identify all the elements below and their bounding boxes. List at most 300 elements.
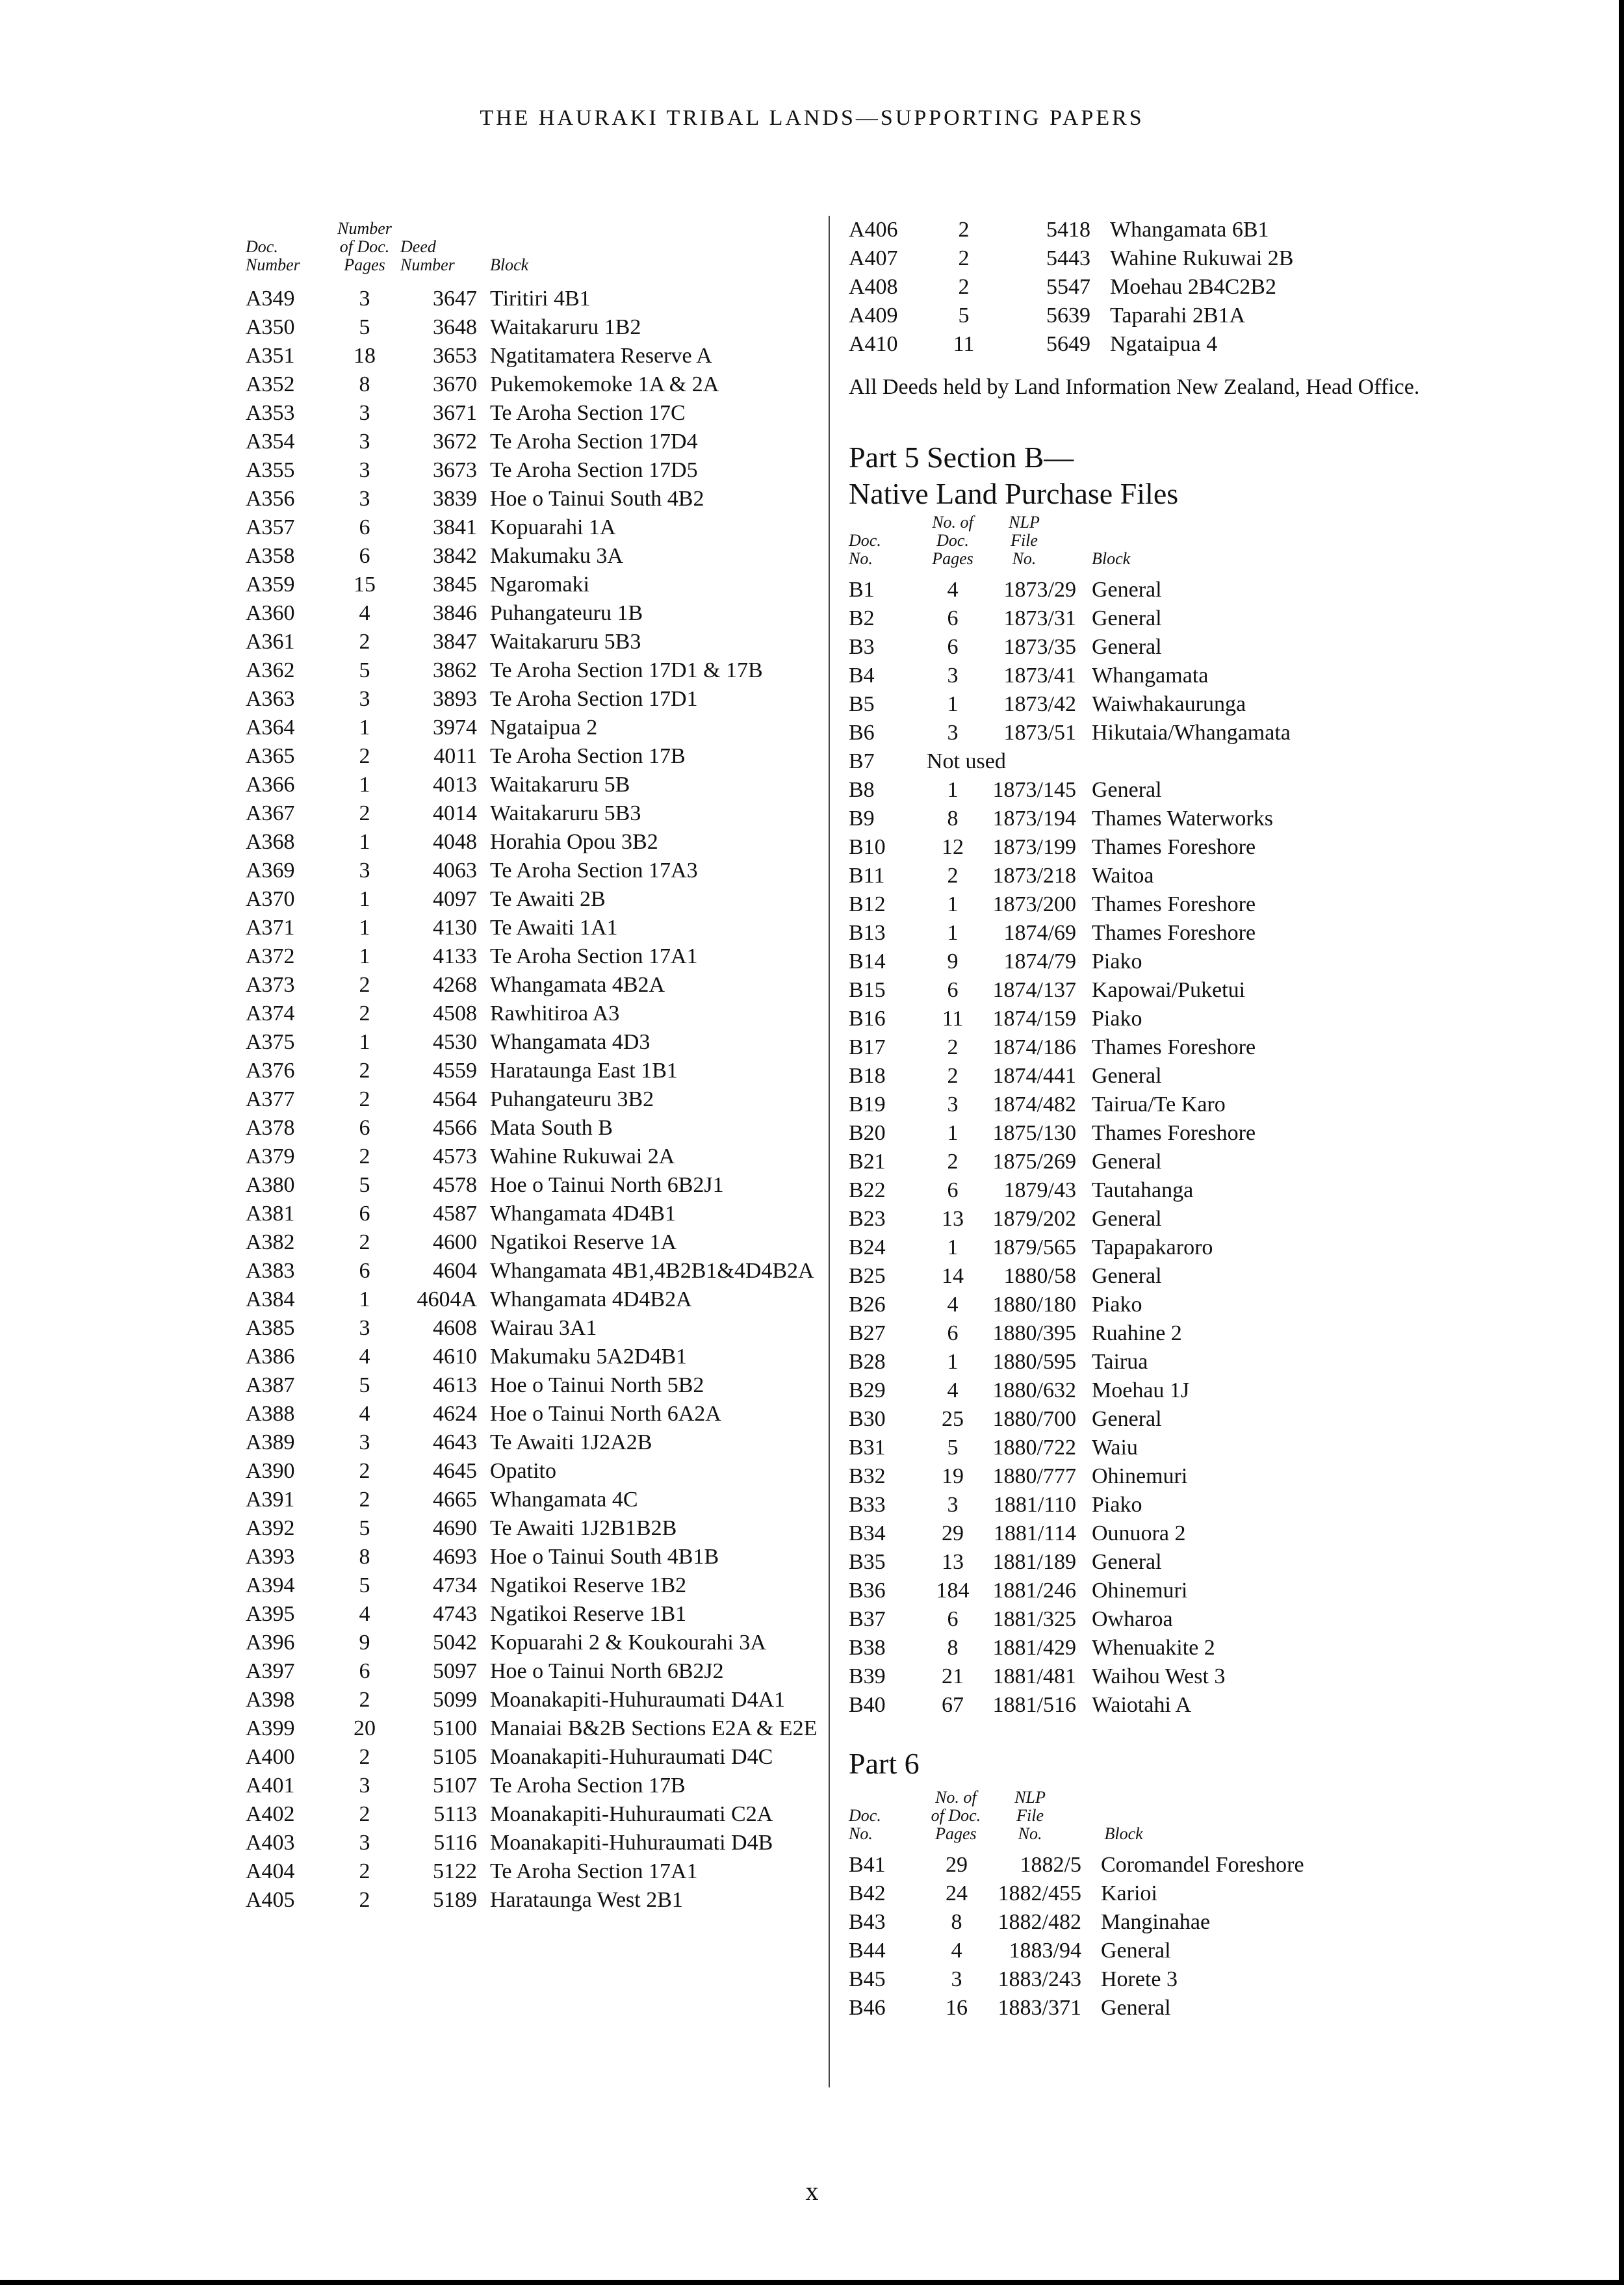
nlp-file-number: 1873/41 [1003, 664, 1076, 688]
doc-number: B5 [849, 692, 875, 716]
deed-number: 5443 [1046, 246, 1090, 270]
doc-number: B30 [849, 1407, 886, 1431]
doc-number: A400 [246, 1745, 295, 1769]
doc-number: A404 [246, 1859, 295, 1883]
doc-pages: 2 [359, 1488, 370, 1512]
deed-number: 5042 [433, 1631, 477, 1655]
block-name: Tapapakaroro [1092, 1235, 1213, 1259]
doc-number: B36 [849, 1579, 886, 1603]
doc-pages: 29 [946, 1853, 968, 1877]
doc-pages: 1 [359, 773, 370, 797]
deed-number: 4133 [433, 944, 477, 968]
table-row [246, 914, 818, 942]
nlp-file-number: 1873/51 [1003, 721, 1076, 745]
doc-pages: 9 [947, 949, 959, 974]
table-row [246, 571, 818, 599]
nlp-file-number: 1874/482 [992, 1092, 1076, 1117]
doc-number: A406 [849, 218, 898, 242]
doc-number: A408 [849, 275, 898, 299]
deed-number: 4690 [433, 1516, 477, 1540]
doc-pages: 6 [947, 1607, 959, 1631]
block-name: Te Aroha Section 17A3 [490, 858, 698, 883]
nlp-file-number: 1882/455 [998, 1881, 1081, 1905]
nlp-file-number: 1881/429 [992, 1636, 1076, 1660]
deed-number: 3671 [433, 401, 477, 425]
table-row [849, 1434, 1434, 1462]
block-name: Rawhitiroa A3 [490, 1001, 620, 1026]
doc-pages: 16 [946, 1996, 968, 2020]
block-name: Thames Foreshore [1092, 835, 1256, 859]
header-doc-pages: No. of Doc. Pages [932, 513, 973, 568]
table-row [849, 1879, 1434, 1908]
table-row [849, 1148, 1434, 1176]
doc-number: A385 [246, 1316, 295, 1340]
doc-number: B6 [849, 721, 875, 745]
doc-pages: 2 [958, 246, 970, 270]
doc-pages: 1 [947, 921, 959, 945]
block-name: Ohinemuri [1092, 1464, 1188, 1488]
doc-pages: 2 [359, 1144, 370, 1168]
doc-pages: 15 [354, 573, 376, 597]
block-name: General [1092, 1550, 1162, 1574]
block-name: Hoe o Tainui South 4B2 [490, 487, 704, 511]
block-name: Piako [1092, 949, 1142, 974]
block-name: Waiu [1092, 1436, 1138, 1460]
doc-number: B14 [849, 949, 886, 974]
doc-number: A360 [246, 601, 295, 625]
doc-pages: 3 [359, 401, 370, 425]
doc-pages: 11 [953, 332, 975, 356]
block-name: Whangamata 4B1,4B2B1&4D4B2A [490, 1259, 814, 1283]
table-row [849, 747, 1434, 776]
block-name: Opatito [490, 1459, 556, 1483]
doc-pages: 2 [359, 744, 370, 768]
doc-pages: 5 [359, 1516, 370, 1540]
doc-pages: 1 [359, 830, 370, 854]
block-name: Te Aroha Section 17C [490, 401, 686, 425]
doc-number: A401 [246, 1774, 295, 1798]
block-name: Piako [1092, 1293, 1142, 1317]
nlp-file-number: 1873/35 [1003, 635, 1076, 659]
table-row [246, 1371, 818, 1400]
table-row [849, 216, 1434, 244]
block-name: Waitakaruru 5B3 [490, 630, 641, 654]
doc-pages: 5 [958, 303, 970, 328]
table-row [849, 1519, 1434, 1548]
doc-pages: 1 [359, 1287, 370, 1311]
doc-pages: 4 [359, 1345, 370, 1369]
deed-number: 4600 [433, 1230, 477, 1254]
deed-number: 4268 [433, 973, 477, 997]
nlp-file-number: 1881/516 [992, 1693, 1076, 1717]
doc-pages: 1 [947, 1235, 959, 1259]
table-row [246, 685, 818, 714]
doc-pages: 5 [359, 1573, 370, 1597]
deed-number: 3647 [433, 287, 477, 311]
doc-pages: 2 [958, 218, 970, 242]
table-row [849, 633, 1434, 662]
doc-pages: 6 [359, 1116, 370, 1140]
block-name: Te Awaiti 2B [490, 887, 606, 911]
doc-pages: 8 [951, 1910, 962, 1934]
table-row [849, 1205, 1434, 1233]
doc-number: B45 [849, 1967, 886, 1991]
doc-number: B31 [849, 1436, 886, 1460]
table-row [246, 1857, 818, 1886]
doc-pages: 3 [359, 487, 370, 511]
nlp-file-number: 1874/79 [1003, 949, 1076, 974]
doc-pages: 5 [359, 315, 370, 339]
doc-number: B39 [849, 1664, 886, 1688]
doc-pages: 3 [947, 1493, 959, 1517]
nlp-file-number: 1875/130 [992, 1121, 1076, 1145]
deed-number: 4130 [433, 916, 477, 940]
table-row [246, 1600, 818, 1629]
table-row [849, 576, 1434, 604]
table-row [849, 1119, 1434, 1148]
doc-pages: 67 [942, 1693, 964, 1717]
part6-title: Part 6 [849, 1747, 920, 1780]
block-name: Ngatikoi Reserve 1A [490, 1230, 677, 1254]
table-row [246, 456, 818, 485]
doc-number: A410 [849, 332, 898, 356]
nlp-file-number: 1881/481 [992, 1664, 1076, 1688]
table-row [246, 1686, 818, 1714]
doc-pages: 1 [947, 1350, 959, 1374]
doc-pages: 3 [947, 721, 959, 745]
doc-number: B27 [849, 1321, 886, 1345]
nlp-file-number: 1873/194 [992, 807, 1076, 831]
page-number: x [805, 2176, 819, 2206]
table-row [246, 1571, 818, 1600]
block-name: Ngaromaki [490, 573, 589, 597]
nlp-file-number: 1879/565 [992, 1235, 1076, 1259]
doc-number: A362 [246, 658, 295, 682]
table-row [849, 719, 1434, 747]
doc-pages: 2 [359, 1087, 370, 1111]
table-row [849, 862, 1434, 890]
doc-pages: 6 [947, 635, 959, 659]
block-name: Te Aroha Section 17B [490, 1774, 686, 1798]
block-name: Te Aroha Section 17D1 & 17B [490, 658, 763, 682]
nlp-file-number: 1881/246 [992, 1579, 1076, 1603]
doc-number: B37 [849, 1607, 886, 1631]
doc-pages: 19 [942, 1464, 964, 1488]
deed-number: 5122 [433, 1859, 477, 1883]
table-row [849, 690, 1434, 719]
table-row [849, 776, 1434, 805]
deed-number: 5113 [433, 1802, 477, 1826]
nlp-file-number: 1880/632 [992, 1378, 1076, 1402]
nlp-file-number: 1881/114 [993, 1521, 1076, 1545]
doc-pages: 2 [359, 1688, 370, 1712]
doc-pages: 3 [359, 1831, 370, 1855]
doc-number: A353 [246, 401, 295, 425]
deed-number: 3846 [433, 601, 477, 625]
doc-pages: 2 [359, 973, 370, 997]
table-row [246, 656, 818, 685]
table-row [246, 1800, 818, 1829]
block-name: Kopuarahi 2 & Koukourahi 3A [490, 1631, 766, 1655]
deed-number: 5100 [433, 1716, 477, 1740]
doc-number: A386 [246, 1345, 295, 1369]
deed-number: 4097 [433, 887, 477, 911]
table-row [246, 1028, 818, 1057]
block-name: Kapowai/Puketui [1092, 978, 1246, 1002]
block-name: Ngatitamatera Reserve A [490, 344, 712, 368]
doc-number: A354 [246, 430, 295, 454]
block-name: Te Awaiti 1A1 [490, 916, 618, 940]
block-name: Moehau 1J [1092, 1378, 1190, 1402]
deed-number: 3653 [433, 344, 477, 368]
doc-number: A391 [246, 1488, 295, 1512]
nlp-file-number: 1880/58 [1003, 1264, 1076, 1288]
block-name: Waitakaruru 5B [490, 773, 630, 797]
doc-number: A377 [246, 1087, 295, 1111]
doc-pages: 2 [359, 1230, 370, 1254]
deed-number: 3670 [433, 372, 477, 396]
header-doc-number: Doc. Number [246, 237, 300, 274]
block-name: Hoe o Tainui North 6A2A [490, 1402, 721, 1426]
doc-number: A352 [246, 372, 295, 396]
doc-number: B40 [849, 1693, 886, 1717]
deed-number: 3847 [433, 630, 477, 654]
deed-number: 4587 [433, 1202, 477, 1226]
nlp-file-number: 1874/159 [992, 1007, 1076, 1031]
doc-pages: 21 [942, 1664, 964, 1688]
deed-number: 5547 [1046, 275, 1090, 299]
doc-number: B12 [849, 892, 886, 916]
deed-number: 3672 [433, 430, 477, 454]
table-row [849, 662, 1434, 690]
table-row [849, 1937, 1434, 1965]
doc-number: A389 [246, 1430, 295, 1454]
table-row [849, 1376, 1434, 1405]
deeds-note: All Deeds held by Land Information New Zealand, Head Office. [849, 375, 1420, 399]
doc-number: B41 [849, 1853, 886, 1877]
doc-number: B29 [849, 1378, 886, 1402]
doc-pages: 2 [359, 1459, 370, 1483]
doc-pages: 6 [359, 544, 370, 568]
deeds-table [246, 220, 818, 1915]
table-row [849, 1033, 1434, 1062]
doc-number: A387 [246, 1373, 295, 1397]
doc-pages: 11 [942, 1007, 964, 1031]
block-name: Harataunga West 2B1 [490, 1888, 683, 1912]
doc-number: B7 [849, 749, 875, 773]
deed-number: 4604A [417, 1287, 477, 1311]
doc-pages: 3 [359, 458, 370, 482]
table-row [246, 1085, 818, 1114]
doc-pages: 3 [359, 1774, 370, 1798]
doc-number: A405 [246, 1888, 295, 1912]
nlp-file-number: 1874/69 [1003, 921, 1076, 945]
table-row [246, 370, 818, 399]
table-row [849, 1577, 1434, 1605]
doc-pages: 1 [947, 692, 959, 716]
table-row [246, 1228, 818, 1257]
table-row [849, 273, 1434, 302]
block-name: Whangamata 6B1 [1110, 218, 1269, 242]
deeds-table-header [246, 220, 818, 274]
table-row [246, 857, 818, 885]
deed-number: 3845 [433, 573, 477, 597]
deed-number: 4693 [433, 1545, 477, 1569]
block-name: Tiritiri 4B1 [490, 287, 591, 311]
table-row [849, 833, 1434, 862]
block-name: Puhangateuru 1B [490, 601, 643, 625]
block-name: Whangamata 4D4B2A [490, 1287, 692, 1311]
doc-number: A383 [246, 1259, 295, 1283]
deed-number: 3893 [433, 687, 477, 711]
not-used-note: Not used [927, 749, 1006, 773]
doc-pages: 12 [942, 835, 964, 859]
doc-number: B44 [849, 1939, 886, 1963]
doc-pages: 5 [359, 658, 370, 682]
table-row [246, 1400, 818, 1428]
table-row [246, 1314, 818, 1343]
doc-number: A407 [849, 246, 898, 270]
doc-number: A355 [246, 458, 295, 482]
doc-pages: 18 [354, 344, 376, 368]
doc-number: A361 [246, 630, 295, 654]
block-name: Horete 3 [1101, 1967, 1178, 1991]
doc-number: B8 [849, 778, 875, 802]
doc-number: A358 [246, 544, 295, 568]
block-name: Makumaku 5A2D4B1 [490, 1345, 688, 1369]
header-nlp-file: NLP File No. [1009, 513, 1040, 568]
header-block: Block [490, 255, 529, 274]
block-name: General [1092, 635, 1162, 659]
block-name: Piako [1092, 1493, 1142, 1517]
table-row [849, 1176, 1434, 1205]
doc-pages: 6 [359, 515, 370, 539]
doc-number: A384 [246, 1287, 295, 1311]
deed-number: 3842 [433, 544, 477, 568]
doc-pages: 13 [942, 1550, 964, 1574]
table-row [246, 513, 818, 542]
doc-number: A376 [246, 1059, 295, 1083]
table-row [246, 1886, 818, 1915]
doc-pages: 2 [359, 630, 370, 654]
header-doc-no: Doc. No. [849, 1806, 881, 1843]
block-name: Thames Foreshore [1092, 921, 1256, 945]
table-row [849, 890, 1434, 919]
deed-number: 3862 [433, 658, 477, 682]
part5-title-line2: Native Land Purchase Files [849, 477, 1179, 510]
table-row [246, 428, 818, 456]
block-name: Te Aroha Section 17A1 [490, 944, 698, 968]
deed-number: 4063 [433, 858, 477, 883]
deed-number: 4573 [433, 1144, 477, 1168]
header-doc-no: Doc. No. [849, 531, 881, 568]
table-row [246, 1000, 818, 1028]
deed-number: 5189 [433, 1888, 477, 1912]
block-name: Hoe o Tainui South 4B1B [490, 1545, 719, 1569]
block-name: Moanakapiti-Huhuraumati D4C [490, 1745, 773, 1769]
doc-number: A366 [246, 773, 295, 797]
doc-pages: 2 [359, 1802, 370, 1826]
deed-number: 5418 [1046, 218, 1090, 242]
deed-number: 4508 [433, 1001, 477, 1026]
part6-rows [849, 1851, 1434, 2022]
doc-number: B10 [849, 835, 886, 859]
block-name: Mata South B [490, 1116, 613, 1140]
doc-pages: 8 [359, 372, 370, 396]
doc-pages: 2 [947, 1064, 959, 1088]
table-row [246, 1142, 818, 1171]
doc-pages: 2 [958, 275, 970, 299]
table-row [849, 1405, 1434, 1434]
nlp-file-number: 1879/202 [992, 1207, 1076, 1231]
block-name: Owharoa [1092, 1607, 1173, 1631]
block-name: Whangamata [1092, 664, 1209, 688]
table-row [849, 1062, 1434, 1091]
doc-number: B24 [849, 1235, 886, 1259]
block-name: Tairua [1092, 1350, 1148, 1374]
deed-number: 4613 [433, 1373, 477, 1397]
block-name: Ngataipua 2 [490, 716, 598, 740]
deed-number: 5105 [433, 1745, 477, 1769]
doc-number: A390 [246, 1459, 295, 1483]
doc-number: A409 [849, 303, 898, 328]
block-name: Waiwhakaurunga [1092, 692, 1246, 716]
table-row [246, 885, 818, 914]
doc-number: A363 [246, 687, 295, 711]
deed-number: 4014 [433, 801, 477, 825]
table-row [246, 628, 818, 656]
nlp-file-number: 1881/189 [992, 1550, 1076, 1574]
doc-pages: 2 [359, 801, 370, 825]
table-row [246, 1657, 818, 1686]
header-block: Block [1104, 1824, 1143, 1843]
block-name: Moehau 2B4C2B2 [1110, 275, 1276, 299]
block-name: Hoe o Tainui North 6B2J1 [490, 1173, 724, 1197]
doc-pages: 3 [359, 287, 370, 311]
deed-number: 4559 [433, 1059, 477, 1083]
doc-pages: 24 [946, 1881, 968, 1905]
doc-number: A402 [246, 1802, 295, 1826]
doc-pages: 1 [359, 716, 370, 740]
block-name: Kopuarahi 1A [490, 515, 616, 539]
block-name: Hikutaia/Whangamata [1092, 721, 1291, 745]
doc-number: B21 [849, 1150, 886, 1174]
doc-number: A378 [246, 1116, 295, 1140]
doc-number: A349 [246, 287, 295, 311]
deed-number: 3974 [433, 716, 477, 740]
doc-number: A395 [246, 1602, 295, 1626]
doc-number: B4 [849, 664, 875, 688]
table-row [246, 542, 818, 571]
block-name: Whenuakite 2 [1092, 1636, 1215, 1660]
nlp-file-number: 1880/595 [992, 1350, 1076, 1374]
block-name: Thames Foreshore [1092, 1035, 1256, 1059]
doc-number: A357 [246, 515, 295, 539]
doc-pages: 3 [947, 664, 959, 688]
block-name: Ngatikoi Reserve 1B2 [490, 1573, 687, 1597]
nlp-file-number: 1874/186 [992, 1035, 1076, 1059]
doc-number: A392 [246, 1516, 295, 1540]
deed-number: 4564 [433, 1087, 477, 1111]
deed-number: 3839 [433, 487, 477, 511]
deed-number: 5099 [433, 1688, 477, 1712]
table-row [849, 1462, 1434, 1491]
nlp-file-number: 1873/29 [1003, 578, 1076, 602]
doc-number: A371 [246, 916, 295, 940]
part5-table-header [849, 513, 1434, 568]
block-name: General [1092, 1064, 1162, 1088]
nlp-file-number: 1882/482 [998, 1910, 1081, 1934]
